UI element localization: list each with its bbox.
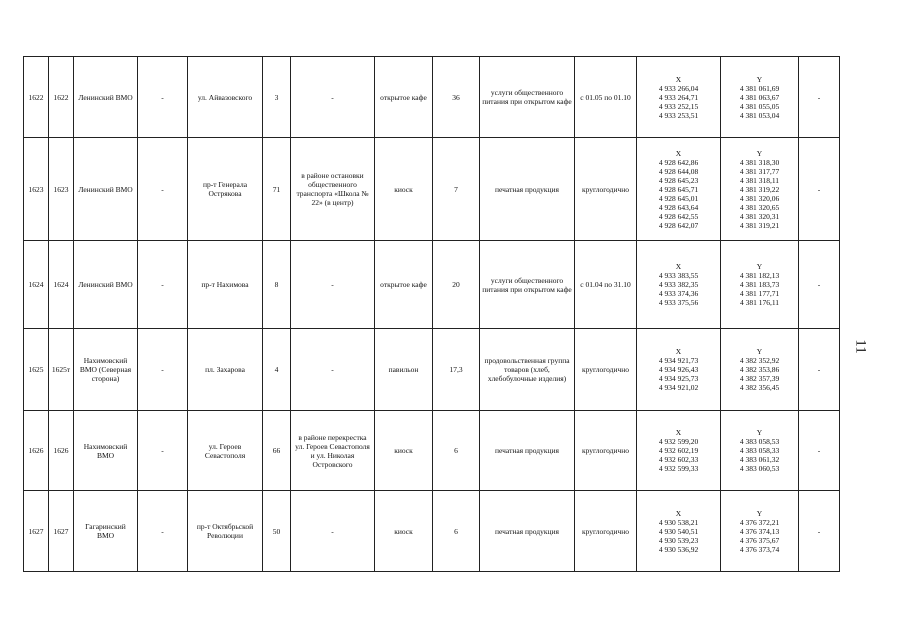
cell-area: 7 [433, 138, 480, 241]
cell-district: Ленинский ВМО [74, 57, 138, 138]
coord-value: 4 381 320,06 [739, 193, 780, 203]
cell-area: 6 [433, 411, 480, 491]
cell-dash2: - [799, 138, 840, 241]
cell-dash1: - [138, 411, 188, 491]
coord-value: 4 383 061,32 [739, 455, 780, 464]
coord-value: 4 933 252,15 [658, 101, 699, 111]
table-row [24, 138, 840, 241]
coord-value: 4 382 352,92 [739, 356, 780, 365]
cell-coords-y [721, 411, 799, 491]
coord-value: 4 381 182,13 [739, 271, 780, 280]
cell-dash2: - [799, 329, 840, 411]
cell-period: круглогодично [575, 138, 637, 241]
coord-value: 4 928 642,55 [658, 211, 699, 221]
cell-coords-x [637, 329, 721, 411]
cell-object-type: павильон [375, 329, 433, 411]
coord-value: 4 928 643,64 [658, 202, 699, 212]
coord-value: 4 381 318,30 [739, 157, 780, 167]
coord-value: 4 932 599,33 [658, 464, 699, 473]
cell-district: Ленинский ВМО [74, 241, 138, 329]
cell-dash1: - [138, 241, 188, 329]
cell-specialization: услуги общественного питания при открытом кафе [480, 241, 575, 329]
coord-header: X [675, 428, 682, 437]
table-row [24, 411, 840, 491]
coord-header: Y [756, 347, 763, 356]
coord-header: Y [756, 74, 763, 84]
table-row [24, 57, 840, 138]
coord-value: 4 382 356,45 [739, 383, 780, 392]
coord-value: 4 382 357,39 [739, 374, 780, 383]
cell-dash2: - [799, 411, 840, 491]
cell-specialization: продовольственная группа товаров (хлеб, хлебобулочные изделия) [480, 329, 575, 411]
cell-house: 8 [263, 241, 291, 329]
cell-house: 3 [263, 57, 291, 138]
table-row [24, 241, 840, 329]
cell-coords-y [721, 329, 799, 411]
coord-value: 4 381 053,04 [739, 110, 780, 120]
cell-period: с 01.05 по 01.10 [575, 57, 637, 138]
cell-dash1: - [138, 57, 188, 138]
coord-value: 4 934 921,02 [658, 383, 699, 392]
coord-value: 4 383 058,53 [739, 437, 780, 446]
table-row [24, 491, 840, 572]
coord-value: 4 928 642,07 [658, 220, 699, 230]
coord-value: 4 376 373,74 [739, 544, 780, 554]
coord-value: 4 381 319,22 [739, 184, 780, 194]
cell-no: 1626 [24, 411, 49, 491]
cell-street: пр-т Октябрьской Революции [188, 491, 263, 572]
cell-street: ул. Героев Севастополя [188, 411, 263, 491]
coord-value: 4 933 374,36 [658, 289, 699, 298]
cell-code: 1626 [49, 411, 74, 491]
cell-house: 50 [263, 491, 291, 572]
coord-value: 4 928 644,08 [658, 166, 699, 176]
coord-value: 4 933 253,51 [658, 110, 699, 120]
cell-area: 20 [433, 241, 480, 329]
coord-header: Y [756, 262, 763, 271]
coord-value: 4 932 602,19 [658, 446, 699, 455]
cell-object-type: киоск [375, 138, 433, 241]
cell-street: пр-т Нахимова [188, 241, 263, 329]
coord-value: 4 381 177,71 [739, 289, 780, 298]
coord-value: 4 933 375,56 [658, 298, 699, 307]
cell-landmark: - [291, 329, 375, 411]
coord-value: 4 382 353,86 [739, 365, 780, 374]
coord-value: 4 383 060,53 [739, 464, 780, 473]
cell-no: 1623 [24, 138, 49, 241]
cell-district: Нахимовский ВМО (Северная сторона) [74, 329, 138, 411]
cell-specialization: услуги общественного питания при открытом кафе [480, 57, 575, 138]
coord-header: X [675, 347, 682, 356]
coord-value: 4 930 539,23 [658, 535, 699, 545]
cell-house: 4 [263, 329, 291, 411]
cell-landmark: в районе остановки общественного транспорта «Школа № 22» (в центр) [291, 138, 375, 241]
table-body [24, 57, 840, 572]
cell-specialization: печатная продукция [480, 491, 575, 572]
cell-district: Нахимовский ВМО [74, 411, 138, 491]
cell-dash1: - [138, 138, 188, 241]
cell-landmark: в районе перекрестка ул. Героев Севастополя и ул. Николая Островского [291, 411, 375, 491]
coord-value: 4 930 536,92 [658, 544, 699, 554]
coord-value: 4 934 921,73 [658, 356, 699, 365]
coord-header: X [675, 508, 682, 518]
cell-code: 1622 [49, 57, 74, 138]
cell-area: 36 [433, 57, 480, 138]
table-row [24, 329, 840, 411]
coord-value: 4 376 372,21 [739, 517, 780, 527]
coord-value: 4 381 063,67 [739, 92, 780, 102]
cell-code: 1624 [49, 241, 74, 329]
coord-header: Y [756, 508, 763, 518]
cell-street: пл. Захарова [188, 329, 263, 411]
cell-specialization: печатная продукция [480, 411, 575, 491]
coord-value: 4 934 926,43 [658, 365, 699, 374]
cell-object-type: киоск [375, 491, 433, 572]
cell-object-type: открытое кафе [375, 241, 433, 329]
cell-object-type: киоск [375, 411, 433, 491]
cell-period: круглогодично [575, 491, 637, 572]
page-number: 11 [852, 339, 869, 354]
cell-object-type: открытое кафе [375, 57, 433, 138]
cell-period: круглогодично [575, 329, 637, 411]
coord-value: 4 381 319,21 [739, 220, 780, 230]
coord-value: 4 932 602,33 [658, 455, 699, 464]
coord-header: Y [756, 148, 763, 158]
cell-dash1: - [138, 329, 188, 411]
cell-coords-y [721, 57, 799, 138]
coord-value: 4 381 061,69 [739, 83, 780, 93]
coord-value: 4 376 375,67 [739, 535, 780, 545]
cell-landmark: - [291, 241, 375, 329]
cell-code: 1627 [49, 491, 74, 572]
cell-house: 71 [263, 138, 291, 241]
coord-value: 4 928 645,01 [658, 193, 699, 203]
coord-value: 4 381 183,73 [739, 280, 780, 289]
coord-value: 4 933 264,71 [658, 92, 699, 102]
cell-dash2: - [799, 491, 840, 572]
cell-period: круглогодично [575, 411, 637, 491]
cell-street: ул. Айвазовского [188, 57, 263, 138]
cell-district: Ленинский ВМО [74, 138, 138, 241]
cell-coords-y [721, 491, 799, 572]
coord-value: 4 928 642,86 [658, 157, 699, 167]
cell-landmark: - [291, 57, 375, 138]
cell-district: Гагаринский ВМО [74, 491, 138, 572]
cell-code: 1625т [49, 329, 74, 411]
coord-value: 4 932 599,20 [658, 437, 699, 446]
coord-value: 4 383 058,33 [739, 446, 780, 455]
cell-no: 1624 [24, 241, 49, 329]
cell-no: 1625 [24, 329, 49, 411]
coord-value: 4 928 645,71 [658, 184, 699, 194]
cell-no: 1627 [24, 491, 49, 572]
coord-header: Y [756, 428, 763, 437]
coord-header: X [675, 148, 682, 158]
coord-header: X [675, 262, 682, 271]
cell-coords-x [637, 57, 721, 138]
coord-value: 4 933 266,04 [658, 83, 699, 93]
coord-value: 4 928 645,23 [658, 175, 699, 185]
cell-dash1: - [138, 491, 188, 572]
coord-value: 4 381 055,05 [739, 101, 780, 111]
registry-table [23, 56, 840, 572]
cell-coords-x [637, 411, 721, 491]
coord-value: 4 930 540,51 [658, 526, 699, 536]
coord-value: 4 933 382,35 [658, 280, 699, 289]
coord-value: 4 381 320,65 [739, 202, 780, 212]
coord-value: 4 933 383,55 [658, 271, 699, 280]
cell-code: 1623 [49, 138, 74, 241]
cell-coords-x [637, 491, 721, 572]
coord-value: 4 381 318,11 [739, 175, 780, 185]
cell-no: 1622 [24, 57, 49, 138]
coord-value: 4 930 538,21 [658, 517, 699, 527]
cell-dash2: - [799, 241, 840, 329]
cell-coords-x [637, 138, 721, 241]
coord-value: 4 376 374,13 [739, 526, 780, 536]
cell-specialization: печатная продукция [480, 138, 575, 241]
cell-landmark: - [291, 491, 375, 572]
coord-value: 4 381 317,77 [739, 166, 780, 176]
coord-value: 4 381 176,11 [739, 298, 780, 307]
cell-coords-y [721, 138, 799, 241]
cell-coords-y [721, 241, 799, 329]
coord-value: 4 381 320,31 [739, 211, 780, 221]
cell-area: 6 [433, 491, 480, 572]
cell-street: пр-т Генерала Острякова [188, 138, 263, 241]
coord-value: 4 934 925,73 [658, 374, 699, 383]
coord-header: X [675, 74, 682, 84]
cell-coords-x [637, 241, 721, 329]
cell-house: 66 [263, 411, 291, 491]
cell-area: 17,3 [433, 329, 480, 411]
cell-dash2: - [799, 57, 840, 138]
cell-period: с 01.04 по 31.10 [575, 241, 637, 329]
